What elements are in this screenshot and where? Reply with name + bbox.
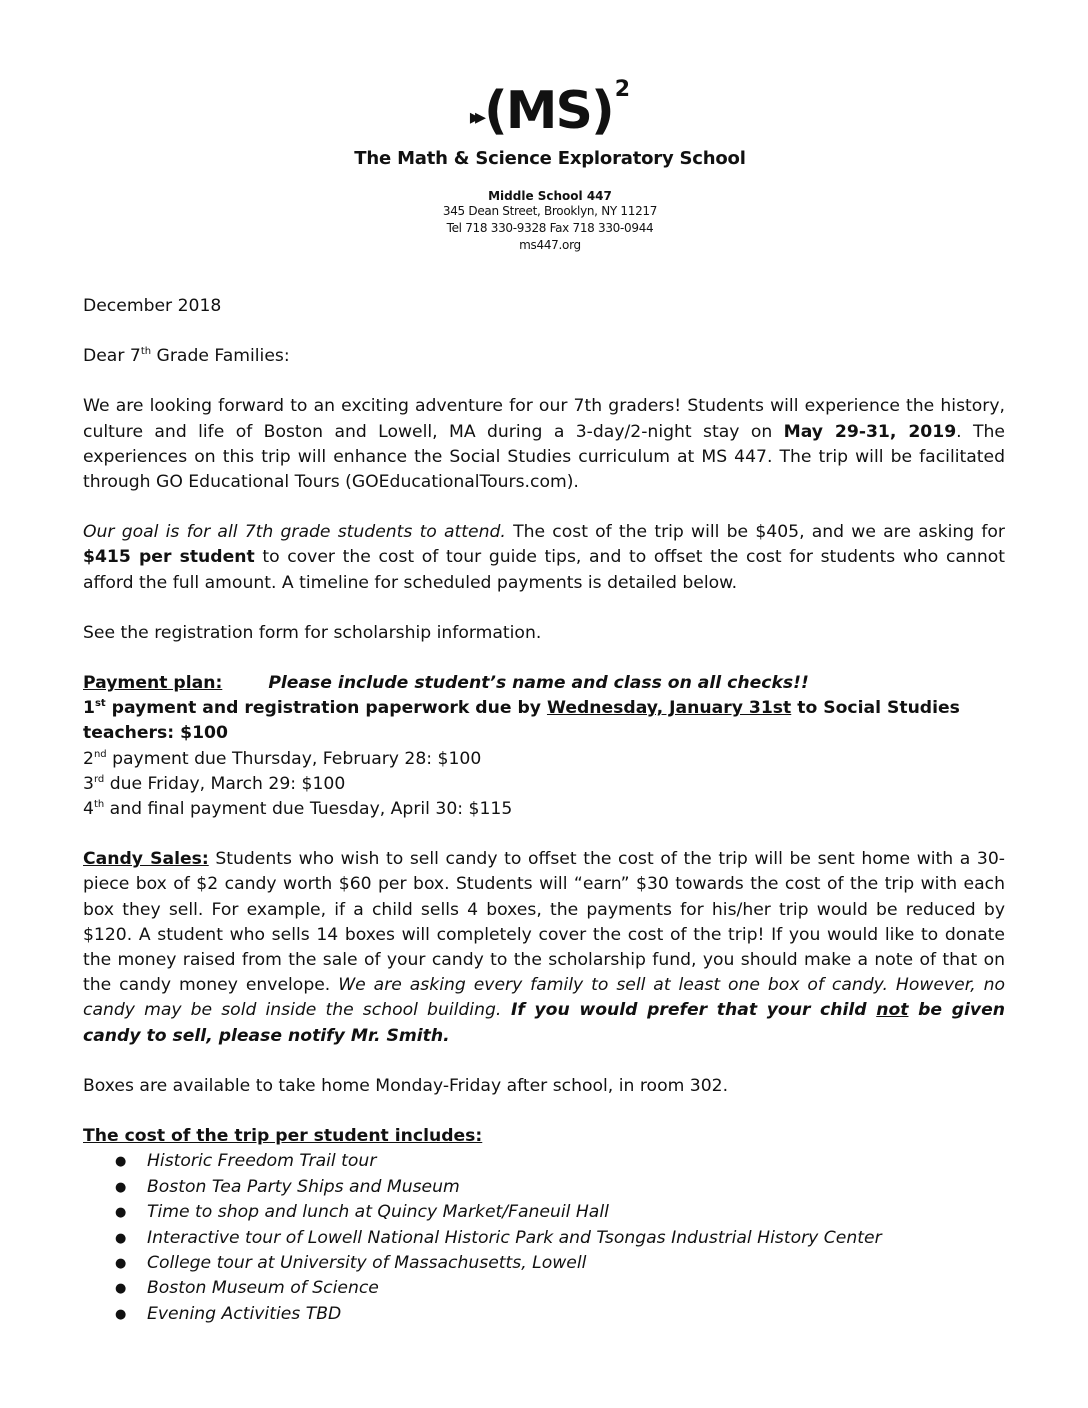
cost-text-end: to cover the cost of tour guide tips, and to offset the cost for students who cannot afford the full amount. A timeline for scheduled payments is detailed below. bbox=[83, 547, 1005, 593]
list-item bbox=[83, 1149, 1005, 1174]
cost-text: The cost of the trip will be $405, and we are asking for bbox=[505, 522, 1005, 543]
payment-second bbox=[83, 747, 1005, 772]
payment-first-sup: st bbox=[94, 698, 106, 710]
salutation-sup: th bbox=[140, 346, 152, 358]
goal-statement: Our goal is for all 7th grade students to attend. bbox=[83, 522, 506, 543]
salutation-text: Dear 7 bbox=[83, 346, 141, 367]
candy-heading: Candy Sales: bbox=[83, 849, 209, 870]
bullet-icon: ● bbox=[115, 1281, 127, 1297]
includes-list bbox=[83, 1149, 1005, 1327]
fast-forward-icon: ▸▸ bbox=[469, 104, 481, 130]
candy-italic: We are asking every family to sell at least one box of candy. However, no candy may be sold inside the school building. bbox=[83, 975, 1005, 1021]
trip-dates: May 29-31, 2019 bbox=[783, 421, 957, 442]
letter-body bbox=[83, 294, 1005, 1327]
school-name: The Math & Science Exploratory School bbox=[354, 148, 746, 169]
letterhead bbox=[300, 78, 800, 254]
intro-text-end: . The experiences on this trip will enhance the Social Studies curriculum at MS 447. The trip will be facilitated through GO Educational Tours (GOEducationalTours.com). bbox=[83, 421, 1005, 493]
candy-bold-not: not bbox=[876, 1000, 909, 1021]
list-item-text: Evening Activities TBD bbox=[147, 1303, 342, 1324]
paragraph-boxes: Boxes are available to take home Monday-Friday after school, in room 302. bbox=[83, 1075, 729, 1096]
payment-note: Please include student’s name and class on all checks!! bbox=[268, 673, 809, 694]
payment-third-sup: rd bbox=[93, 773, 105, 785]
salutation bbox=[83, 344, 1005, 369]
payment-second-num: 2 bbox=[83, 748, 94, 769]
list-item-text: Time to shop and lunch at Quincy Market/Faneuil Hall bbox=[147, 1202, 609, 1223]
payment-third-num: 3 bbox=[83, 773, 94, 794]
list-item bbox=[83, 1302, 1005, 1327]
payment-second-sup: nd bbox=[93, 748, 107, 760]
payment-third-text: due Friday, March 29: $100 bbox=[104, 773, 346, 794]
payment-fourth-num: 4 bbox=[83, 799, 94, 820]
per-student-cost: $415 per student bbox=[83, 547, 255, 568]
payment-plan-heading: Payment plan: bbox=[83, 673, 223, 694]
list-item-text: Boston Tea Party Ships and Museum bbox=[147, 1176, 460, 1197]
list-item bbox=[83, 1175, 1005, 1200]
logo-superscript: 2 bbox=[614, 76, 631, 102]
paragraph-cost bbox=[83, 520, 1005, 596]
payment-first-text: payment and registration paperwork due by bbox=[105, 698, 547, 719]
payment-first-text-end: to Social Studies teachers: $100 bbox=[83, 698, 960, 744]
payment-fourth-sup: th bbox=[93, 799, 105, 811]
payment-plan-header bbox=[83, 671, 1005, 696]
bullet-icon: ● bbox=[115, 1179, 127, 1195]
list-item-text: Boston Museum of Science bbox=[147, 1278, 379, 1299]
school-phone: Tel 718 330-9328 Fax 718 330-0944 bbox=[446, 221, 654, 235]
school-logo bbox=[300, 78, 800, 144]
intro-text: We are looking forward to an exciting adventure for our 7th graders! Students will experience the history, culture and life of Boston and Lowell, MA during a 3-day/2-night stay on bbox=[83, 396, 1005, 442]
payment-second-text: payment due Thursday, February 28: $100 bbox=[106, 748, 482, 769]
payment-fourth-text: and final payment due Tuesday, April 30: $115 bbox=[104, 799, 513, 820]
salutation-text-end: Grade Families: bbox=[151, 346, 290, 367]
payment-third bbox=[83, 772, 1005, 797]
bullet-icon: ● bbox=[115, 1154, 127, 1170]
candy-bold-end: be given candy to sell, please notify Mr. Smith. bbox=[83, 1000, 1005, 1046]
paragraph-candy bbox=[83, 847, 1005, 1049]
list-item bbox=[83, 1200, 1005, 1225]
bullet-icon: ● bbox=[115, 1255, 127, 1271]
bullet-icon: ● bbox=[115, 1306, 127, 1322]
candy-text: Students who wish to sell candy to offset the cost of the trip will be sent home with a 30-piece box of $2 candy worth $60 per box. Students will “earn” $30 towards the cost of the trip with each box they sell. For example, if a child sells 4 boxes, the payments for his/her trip would be reduced by $120. A student who sells 14 boxes will completely cover the cost of the trip! If you would like to donate the money raised from the sale of your candy to the scholarship fund, you should make a note of that on the candy money envelope. bbox=[83, 849, 1005, 996]
bullet-icon: ● bbox=[115, 1230, 127, 1246]
letter-date: December 2018 bbox=[83, 296, 222, 316]
paragraph-intro bbox=[83, 394, 1005, 495]
school-address: 345 Dean Street, Brooklyn, NY 11217 bbox=[442, 204, 658, 218]
list-item-text: College tour at University of Massachusetts, Lowell bbox=[147, 1252, 587, 1273]
list-item bbox=[83, 1251, 1005, 1276]
list-item-text: Historic Freedom Trail tour bbox=[147, 1151, 377, 1172]
includes-heading: The cost of the trip per student includes: bbox=[83, 1126, 483, 1147]
payment-fourth bbox=[83, 797, 1005, 822]
payment-first-date: Wednesday, January 31st bbox=[546, 698, 792, 719]
payment-plan bbox=[83, 671, 1005, 822]
list-item bbox=[83, 1276, 1005, 1301]
payment-first bbox=[83, 696, 1005, 746]
school-sub-name: Middle School 447 bbox=[488, 189, 612, 203]
school-website: ms447.org bbox=[519, 238, 581, 252]
payment-first-num: 1 bbox=[83, 698, 95, 719]
candy-bold: If you would prefer that your child bbox=[501, 1000, 877, 1021]
bullet-icon: ● bbox=[115, 1205, 127, 1221]
list-item bbox=[83, 1226, 1005, 1251]
logo-text: (MS) bbox=[484, 81, 613, 141]
list-item-text: Interactive tour of Lowell National Historic Park and Tsongas Industrial History Center bbox=[147, 1227, 882, 1248]
paragraph-scholarship: See the registration form for scholarship information. bbox=[83, 622, 542, 643]
